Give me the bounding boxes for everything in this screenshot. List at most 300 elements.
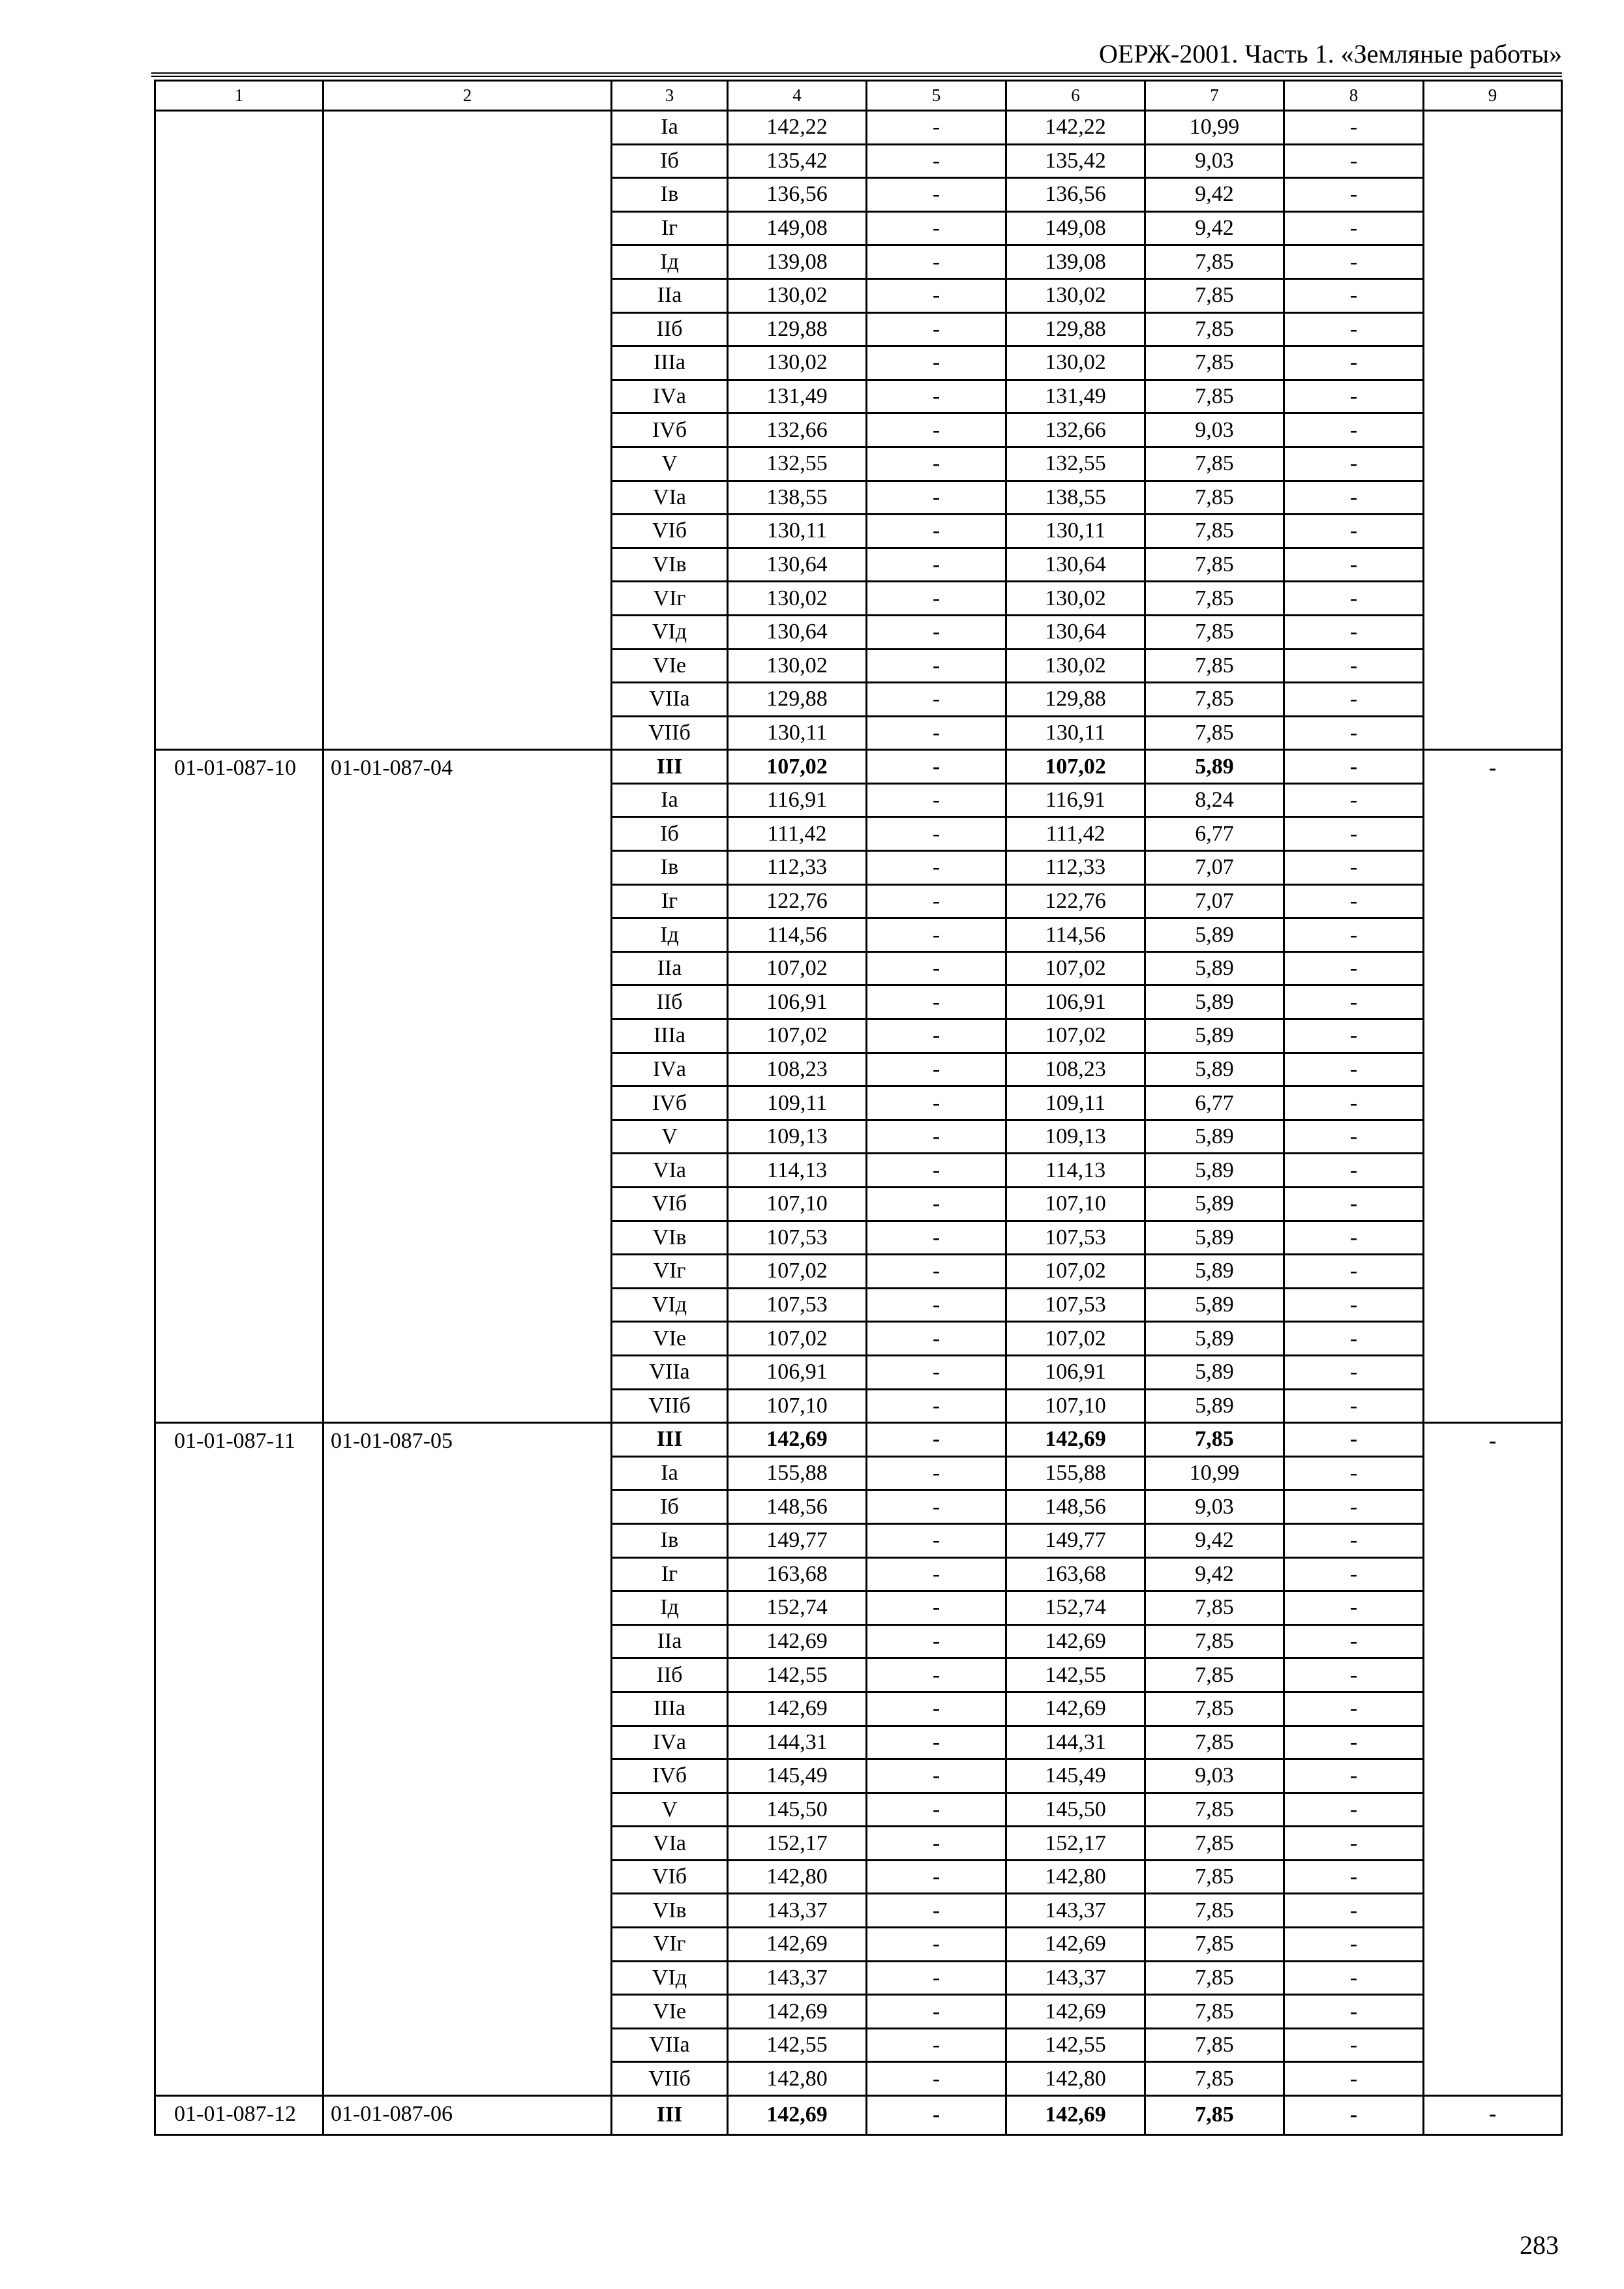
value-col4-cell: 107,02 xyxy=(728,1255,867,1289)
value-col5-cell: - xyxy=(867,1995,1006,2029)
value-col4-cell: 142,69 xyxy=(728,1928,867,1962)
value-col5-cell: - xyxy=(867,1759,1006,1793)
value-col7-cell: 7,85 xyxy=(1145,1591,1284,1625)
value-col7-cell: 5,89 xyxy=(1145,1221,1284,1255)
value-col8-cell: - xyxy=(1284,1355,1424,1389)
value-col4-cell: 112,33 xyxy=(728,851,867,885)
value-col7-cell: 6,77 xyxy=(1145,1086,1284,1120)
value-col6-cell: 107,02 xyxy=(1006,1322,1145,1356)
group-code-cell: Iг xyxy=(612,1557,728,1591)
value-col6-cell: 136,56 xyxy=(1006,178,1145,212)
value-col7-cell: 7,85 xyxy=(1145,615,1284,649)
base-norm-ref-cell: 01-01-087-06 xyxy=(323,2096,612,2135)
value-col5-cell: - xyxy=(867,1456,1006,1490)
norm-code-cell: 01-01-087-12 xyxy=(155,2096,323,2135)
value-col6-cell: 130,02 xyxy=(1006,346,1145,380)
value-col6-cell: 139,08 xyxy=(1006,245,1145,279)
value-col7-cell: 9,03 xyxy=(1145,144,1284,178)
value-col6-cell: 163,68 xyxy=(1006,1557,1145,1591)
value-col6-cell: 142,69 xyxy=(1006,1995,1145,2029)
table-row xyxy=(155,1423,1562,1457)
column-number: 5 xyxy=(867,81,1006,111)
value-col4-cell: 143,37 xyxy=(728,1961,867,1995)
value-col5-cell: - xyxy=(867,278,1006,312)
header-rule-top xyxy=(151,72,1562,74)
value-col7-cell: 7,85 xyxy=(1145,1827,1284,1861)
value-col7-cell: 10,99 xyxy=(1145,111,1284,145)
value-col6-cell: 114,56 xyxy=(1006,918,1145,952)
value-col4-cell: 163,68 xyxy=(728,1557,867,1591)
value-col8-cell: - xyxy=(1284,278,1424,312)
value-col6-cell: 107,02 xyxy=(1006,1255,1145,1289)
value-col7-cell: 5,89 xyxy=(1145,951,1284,985)
value-col8-cell: - xyxy=(1284,1322,1424,1356)
group-code-cell: Iд xyxy=(612,918,728,952)
value-col7-cell: 7,85 xyxy=(1145,1894,1284,1928)
norm-code-cell: 01-01-087-11 xyxy=(155,1423,323,2096)
group-code-cell: Iв xyxy=(612,851,728,885)
value-col4-cell: 142,22 xyxy=(728,111,867,145)
value-col6-cell: 142,80 xyxy=(1006,2062,1145,2096)
table-row xyxy=(155,750,1562,784)
value-col5-cell: - xyxy=(867,817,1006,851)
group-code-cell: VIIб xyxy=(612,716,728,750)
value-col8-cell: - xyxy=(1284,1523,1424,1557)
value-col7-cell: 5,89 xyxy=(1145,1389,1284,1423)
value-col6-cell: 129,88 xyxy=(1006,683,1145,717)
value-col4-cell: 142,69 xyxy=(728,1624,867,1658)
value-col6-cell: 149,08 xyxy=(1006,211,1145,245)
value-col7-cell: 7,85 xyxy=(1145,1995,1284,2029)
group-code-cell: IVб xyxy=(612,1086,728,1120)
value-col7-cell: 9,42 xyxy=(1145,178,1284,212)
value-col4-cell: 142,55 xyxy=(728,1658,867,1692)
group-code-cell: III xyxy=(612,1423,728,1457)
value-col5-cell: - xyxy=(867,1255,1006,1289)
value-col4-cell: 148,56 xyxy=(728,1490,867,1524)
value-col8-cell: - xyxy=(1284,2062,1424,2096)
value-col6-cell: 108,23 xyxy=(1006,1053,1145,1086)
value-col5-cell: - xyxy=(867,783,1006,817)
value-col8-cell: - xyxy=(1284,111,1424,145)
value-col8-cell: - xyxy=(1284,1389,1424,1423)
value-col6-cell: 142,69 xyxy=(1006,1692,1145,1726)
value-col7-cell: 8,24 xyxy=(1145,783,1284,817)
value-col8-cell: - xyxy=(1284,2028,1424,2062)
value-col5-cell: - xyxy=(867,1658,1006,1692)
norm-code-cell: 01-01-087-10 xyxy=(155,750,323,1423)
value-col5-cell: - xyxy=(867,1961,1006,1995)
value-col6-cell: 135,42 xyxy=(1006,144,1145,178)
value-col4-cell: 130,64 xyxy=(728,615,867,649)
value-col7-cell: 9,42 xyxy=(1145,1557,1284,1591)
value-col6-cell: 142,22 xyxy=(1006,111,1145,145)
group-code-cell: VIа xyxy=(612,481,728,515)
value-col5-cell: - xyxy=(867,1894,1006,1928)
value-col6-cell: 107,10 xyxy=(1006,1188,1145,1221)
value-col5-cell: - xyxy=(867,481,1006,515)
value-col5-cell: - xyxy=(867,1019,1006,1053)
value-col5-cell: - xyxy=(867,346,1006,380)
value-col7-cell: 5,89 xyxy=(1145,1255,1284,1289)
value-col7-cell: 7,85 xyxy=(1145,380,1284,413)
value-col7-cell: 6,77 xyxy=(1145,817,1284,851)
value-col6-cell: 143,37 xyxy=(1006,1894,1145,1928)
value-col4-cell: 135,42 xyxy=(728,144,867,178)
column-number: 8 xyxy=(1284,81,1424,111)
value-col8-cell: - xyxy=(1284,413,1424,447)
value-col9-cell: - xyxy=(1424,1423,1562,2096)
value-col8-cell: - xyxy=(1284,1019,1424,1053)
value-col8-cell: - xyxy=(1284,1995,1424,2029)
group-code-cell: IIб xyxy=(612,312,728,346)
value-col4-cell: 107,10 xyxy=(728,1389,867,1423)
value-col5-cell: - xyxy=(867,1053,1006,1086)
value-col7-cell: 9,03 xyxy=(1145,1759,1284,1793)
value-col5-cell: - xyxy=(867,1793,1006,1827)
value-col4-cell: 142,80 xyxy=(728,2062,867,2096)
value-col8-cell: - xyxy=(1284,985,1424,1019)
value-col4-cell: 122,76 xyxy=(728,884,867,918)
value-col8-cell: - xyxy=(1284,1188,1424,1221)
value-col6-cell: 107,02 xyxy=(1006,1019,1145,1053)
value-col5-cell: - xyxy=(867,2062,1006,2096)
value-col6-cell: 132,55 xyxy=(1006,447,1145,481)
value-col8-cell: - xyxy=(1284,1423,1424,1457)
value-col6-cell: 116,91 xyxy=(1006,783,1145,817)
value-col4-cell: 130,64 xyxy=(728,548,867,582)
value-col4-cell: 149,08 xyxy=(728,211,867,245)
value-col5-cell: - xyxy=(867,1154,1006,1188)
group-code-cell: III xyxy=(612,2096,728,2135)
value-col5-cell: - xyxy=(867,985,1006,1019)
group-code-cell: VIа xyxy=(612,1154,728,1188)
value-col6-cell: 130,11 xyxy=(1006,515,1145,548)
value-col7-cell: 7,85 xyxy=(1145,1793,1284,1827)
value-col6-cell: 109,13 xyxy=(1006,1120,1145,1154)
value-col8-cell: - xyxy=(1284,649,1424,683)
column-number: 6 xyxy=(1006,81,1145,111)
value-col4-cell: 111,42 xyxy=(728,817,867,851)
value-col8-cell: - xyxy=(1284,615,1424,649)
value-col6-cell: 142,69 xyxy=(1006,1624,1145,1658)
value-col8-cell: - xyxy=(1284,346,1424,380)
value-col6-cell: 130,02 xyxy=(1006,582,1145,616)
value-col4-cell: 144,31 xyxy=(728,1726,867,1759)
value-col4-cell: 132,66 xyxy=(728,413,867,447)
group-code-cell: IVа xyxy=(612,1053,728,1086)
value-col4-cell: 138,55 xyxy=(728,481,867,515)
value-col4-cell: 145,50 xyxy=(728,1793,867,1827)
value-col8-cell: - xyxy=(1284,884,1424,918)
value-col6-cell: 112,33 xyxy=(1006,851,1145,885)
value-col7-cell: 7,85 xyxy=(1145,245,1284,279)
value-col5-cell: - xyxy=(867,750,1006,784)
value-col4-cell: 114,56 xyxy=(728,918,867,952)
value-col5-cell: - xyxy=(867,1355,1006,1389)
value-col5-cell: - xyxy=(867,548,1006,582)
value-col5-cell: - xyxy=(867,178,1006,212)
value-col8-cell: - xyxy=(1284,1557,1424,1591)
value-col7-cell: 7,85 xyxy=(1145,1624,1284,1658)
group-code-cell: IVа xyxy=(612,1726,728,1759)
value-col7-cell: 7,85 xyxy=(1145,1860,1284,1894)
value-col7-cell: 7,85 xyxy=(1145,447,1284,481)
value-col6-cell: 130,64 xyxy=(1006,615,1145,649)
header-rule-bottom xyxy=(151,76,1562,77)
column-number: 7 xyxy=(1145,81,1284,111)
value-col6-cell: 130,02 xyxy=(1006,278,1145,312)
value-col5-cell: - xyxy=(867,1557,1006,1591)
value-col5-cell: - xyxy=(867,1827,1006,1861)
group-code-cell: VIв xyxy=(612,1894,728,1928)
value-col5-cell: - xyxy=(867,144,1006,178)
group-code-cell: VIа xyxy=(612,1827,728,1861)
group-code-cell: IVа xyxy=(612,380,728,413)
group-code-cell: IIIа xyxy=(612,1692,728,1726)
value-col8-cell: - xyxy=(1284,178,1424,212)
value-col9-cell xyxy=(1424,111,1562,750)
value-col8-cell: - xyxy=(1284,1221,1424,1255)
value-col7-cell: 5,89 xyxy=(1145,1053,1284,1086)
value-col5-cell: - xyxy=(867,1423,1006,1457)
value-col8-cell: - xyxy=(1284,1490,1424,1524)
group-code-cell: IIIа xyxy=(612,1019,728,1053)
value-col8-cell: - xyxy=(1284,1053,1424,1086)
group-code-cell: III xyxy=(612,750,728,784)
value-col5-cell: - xyxy=(867,1692,1006,1726)
value-col6-cell: 142,55 xyxy=(1006,1658,1145,1692)
value-col8-cell: - xyxy=(1284,918,1424,952)
value-col7-cell: 5,89 xyxy=(1145,1322,1284,1356)
value-col8-cell: - xyxy=(1284,851,1424,885)
value-col5-cell: - xyxy=(867,1086,1006,1120)
column-number: 2 xyxy=(323,81,612,111)
value-col5-cell: - xyxy=(867,380,1006,413)
value-col5-cell: - xyxy=(867,884,1006,918)
group-code-cell: Iг xyxy=(612,211,728,245)
group-code-cell: IIIа xyxy=(612,346,728,380)
value-col4-cell: 142,80 xyxy=(728,1860,867,1894)
value-col7-cell: 7,85 xyxy=(1145,548,1284,582)
value-col4-cell: 149,77 xyxy=(728,1523,867,1557)
value-col4-cell: 130,02 xyxy=(728,649,867,683)
value-col8-cell: - xyxy=(1284,211,1424,245)
group-code-cell: IIа xyxy=(612,1624,728,1658)
value-col7-cell: 9,03 xyxy=(1145,1490,1284,1524)
group-code-cell: Iг xyxy=(612,884,728,918)
value-col5-cell: - xyxy=(867,615,1006,649)
value-col7-cell: 7,07 xyxy=(1145,851,1284,885)
value-col7-cell: 7,85 xyxy=(1145,582,1284,616)
value-col4-cell: 142,69 xyxy=(728,1995,867,2029)
base-norm-ref-cell: 01-01-087-05 xyxy=(323,1423,612,2096)
value-col4-cell: 130,11 xyxy=(728,515,867,548)
value-col8-cell: - xyxy=(1284,716,1424,750)
value-col4-cell: 152,17 xyxy=(728,1827,867,1861)
value-col4-cell: 142,69 xyxy=(728,2096,867,2135)
value-col6-cell: 152,17 xyxy=(1006,1827,1145,1861)
value-col8-cell: - xyxy=(1284,1591,1424,1625)
value-col7-cell: 10,99 xyxy=(1145,1456,1284,1490)
value-col8-cell: - xyxy=(1284,447,1424,481)
value-col4-cell: 130,02 xyxy=(728,346,867,380)
page-header-title: ОЕРЖ-2001. Часть 1. «Земляные работы» xyxy=(1099,39,1562,68)
value-col4-cell: 109,13 xyxy=(728,1120,867,1154)
value-col7-cell: 5,89 xyxy=(1145,1188,1284,1221)
group-code-cell: VIд xyxy=(612,1288,728,1322)
column-number: 4 xyxy=(728,81,867,111)
group-code-cell: IIа xyxy=(612,278,728,312)
page-number: 283 xyxy=(1520,2230,1559,2260)
value-col7-cell: 7,85 xyxy=(1145,683,1284,717)
value-col7-cell: 7,07 xyxy=(1145,884,1284,918)
value-col5-cell: - xyxy=(867,1288,1006,1322)
value-col8-cell: - xyxy=(1284,1086,1424,1120)
value-col8-cell: - xyxy=(1284,1154,1424,1188)
value-col8-cell: - xyxy=(1284,951,1424,985)
value-col6-cell: 142,80 xyxy=(1006,1860,1145,1894)
value-col8-cell: - xyxy=(1284,1624,1424,1658)
value-col5-cell: - xyxy=(867,716,1006,750)
value-col4-cell: 107,02 xyxy=(728,1322,867,1356)
column-number: 3 xyxy=(612,81,728,111)
value-col8-cell: - xyxy=(1284,1860,1424,1894)
value-col6-cell: 107,02 xyxy=(1006,951,1145,985)
group-code-cell: Iа xyxy=(612,1456,728,1490)
value-col7-cell: 5,89 xyxy=(1145,1355,1284,1389)
value-col8-cell: - xyxy=(1284,1793,1424,1827)
group-code-cell: Iб xyxy=(612,817,728,851)
value-col8-cell: - xyxy=(1284,548,1424,582)
value-col8-cell: - xyxy=(1284,1120,1424,1154)
group-code-cell: IIб xyxy=(612,1658,728,1692)
value-col4-cell: 129,88 xyxy=(728,312,867,346)
group-code-cell: VIе xyxy=(612,1322,728,1356)
value-col4-cell: 108,23 xyxy=(728,1053,867,1086)
value-col8-cell: - xyxy=(1284,1692,1424,1726)
value-col4-cell: 152,74 xyxy=(728,1591,867,1625)
value-col6-cell: 107,53 xyxy=(1006,1288,1145,1322)
value-col7-cell: 7,85 xyxy=(1145,1692,1284,1726)
value-col8-cell: - xyxy=(1284,2096,1424,2135)
value-col6-cell: 107,02 xyxy=(1006,750,1145,784)
group-code-cell: VIб xyxy=(612,1860,728,1894)
value-col4-cell: 130,02 xyxy=(728,278,867,312)
table-row xyxy=(155,111,1562,145)
value-col6-cell: 138,55 xyxy=(1006,481,1145,515)
value-col9-cell: - xyxy=(1424,2096,1562,2135)
value-col5-cell: - xyxy=(867,951,1006,985)
value-col5-cell: - xyxy=(867,2096,1006,2135)
value-col7-cell: 7,85 xyxy=(1145,346,1284,380)
value-col8-cell: - xyxy=(1284,1255,1424,1289)
value-col5-cell: - xyxy=(867,1120,1006,1154)
group-code-cell: VIб xyxy=(612,1188,728,1221)
value-col7-cell: 7,85 xyxy=(1145,649,1284,683)
value-col5-cell: - xyxy=(867,918,1006,952)
value-col6-cell: 114,13 xyxy=(1006,1154,1145,1188)
value-col5-cell: - xyxy=(867,1591,1006,1625)
value-col5-cell: - xyxy=(867,649,1006,683)
value-col6-cell: 130,11 xyxy=(1006,716,1145,750)
value-col4-cell: 107,10 xyxy=(728,1188,867,1221)
value-col6-cell: 142,55 xyxy=(1006,2028,1145,2062)
value-col6-cell: 111,42 xyxy=(1006,817,1145,851)
value-col5-cell: - xyxy=(867,515,1006,548)
table-row xyxy=(155,2096,1562,2135)
value-col7-cell: 9,42 xyxy=(1145,1523,1284,1557)
value-col8-cell: - xyxy=(1284,380,1424,413)
value-col5-cell: - xyxy=(867,1860,1006,1894)
value-col7-cell: 5,89 xyxy=(1145,1019,1284,1053)
value-col7-cell: 5,89 xyxy=(1145,750,1284,784)
value-col5-cell: - xyxy=(867,111,1006,145)
value-col7-cell: 7,85 xyxy=(1145,716,1284,750)
value-col5-cell: - xyxy=(867,2028,1006,2062)
value-col4-cell: 132,55 xyxy=(728,447,867,481)
group-code-cell: VIг xyxy=(612,582,728,616)
value-col4-cell: 142,55 xyxy=(728,2028,867,2062)
value-col8-cell: - xyxy=(1284,1658,1424,1692)
value-col4-cell: 107,53 xyxy=(728,1221,867,1255)
value-col5-cell: - xyxy=(867,245,1006,279)
value-col7-cell: 7,85 xyxy=(1145,278,1284,312)
value-col8-cell: - xyxy=(1284,1961,1424,1995)
value-col4-cell: 106,91 xyxy=(728,1355,867,1389)
value-col6-cell: 149,77 xyxy=(1006,1523,1145,1557)
group-code-cell: VIг xyxy=(612,1928,728,1962)
value-col5-cell: - xyxy=(867,1523,1006,1557)
group-code-cell: V xyxy=(612,1793,728,1827)
value-col4-cell: 139,08 xyxy=(728,245,867,279)
group-code-cell: VIб xyxy=(612,515,728,548)
value-col8-cell: - xyxy=(1284,1928,1424,1962)
value-col4-cell: 116,91 xyxy=(728,783,867,817)
value-col5-cell: - xyxy=(867,1928,1006,1962)
value-col6-cell: 107,10 xyxy=(1006,1389,1145,1423)
group-code-cell: V xyxy=(612,1120,728,1154)
value-col5-cell: - xyxy=(867,447,1006,481)
value-col6-cell: 145,49 xyxy=(1006,1759,1145,1793)
value-col8-cell: - xyxy=(1284,1288,1424,1322)
group-code-cell: Iа xyxy=(612,783,728,817)
value-col6-cell: 145,50 xyxy=(1006,1793,1145,1827)
value-col7-cell: 7,85 xyxy=(1145,515,1284,548)
group-code-cell: Iв xyxy=(612,178,728,212)
value-col4-cell: 129,88 xyxy=(728,683,867,717)
value-col5-cell: - xyxy=(867,1389,1006,1423)
value-col4-cell: 142,69 xyxy=(728,1692,867,1726)
group-code-cell: Iа xyxy=(612,111,728,145)
value-col6-cell: 107,53 xyxy=(1006,1221,1145,1255)
column-number: 9 xyxy=(1424,81,1562,111)
group-code-cell: VIIб xyxy=(612,2062,728,2096)
value-col6-cell: 106,91 xyxy=(1006,1355,1145,1389)
column-number-row xyxy=(155,81,1562,111)
value-col6-cell: 129,88 xyxy=(1006,312,1145,346)
value-col7-cell: 7,85 xyxy=(1145,1961,1284,1995)
value-col5-cell: - xyxy=(867,413,1006,447)
value-col8-cell: - xyxy=(1284,245,1424,279)
value-col9-cell: - xyxy=(1424,750,1562,1423)
value-col7-cell: 5,89 xyxy=(1145,1120,1284,1154)
group-code-cell: Iб xyxy=(612,1490,728,1524)
group-code-cell: VIIа xyxy=(612,683,728,717)
value-col8-cell: - xyxy=(1284,481,1424,515)
value-col5-cell: - xyxy=(867,582,1006,616)
group-code-cell: Iв xyxy=(612,1523,728,1557)
